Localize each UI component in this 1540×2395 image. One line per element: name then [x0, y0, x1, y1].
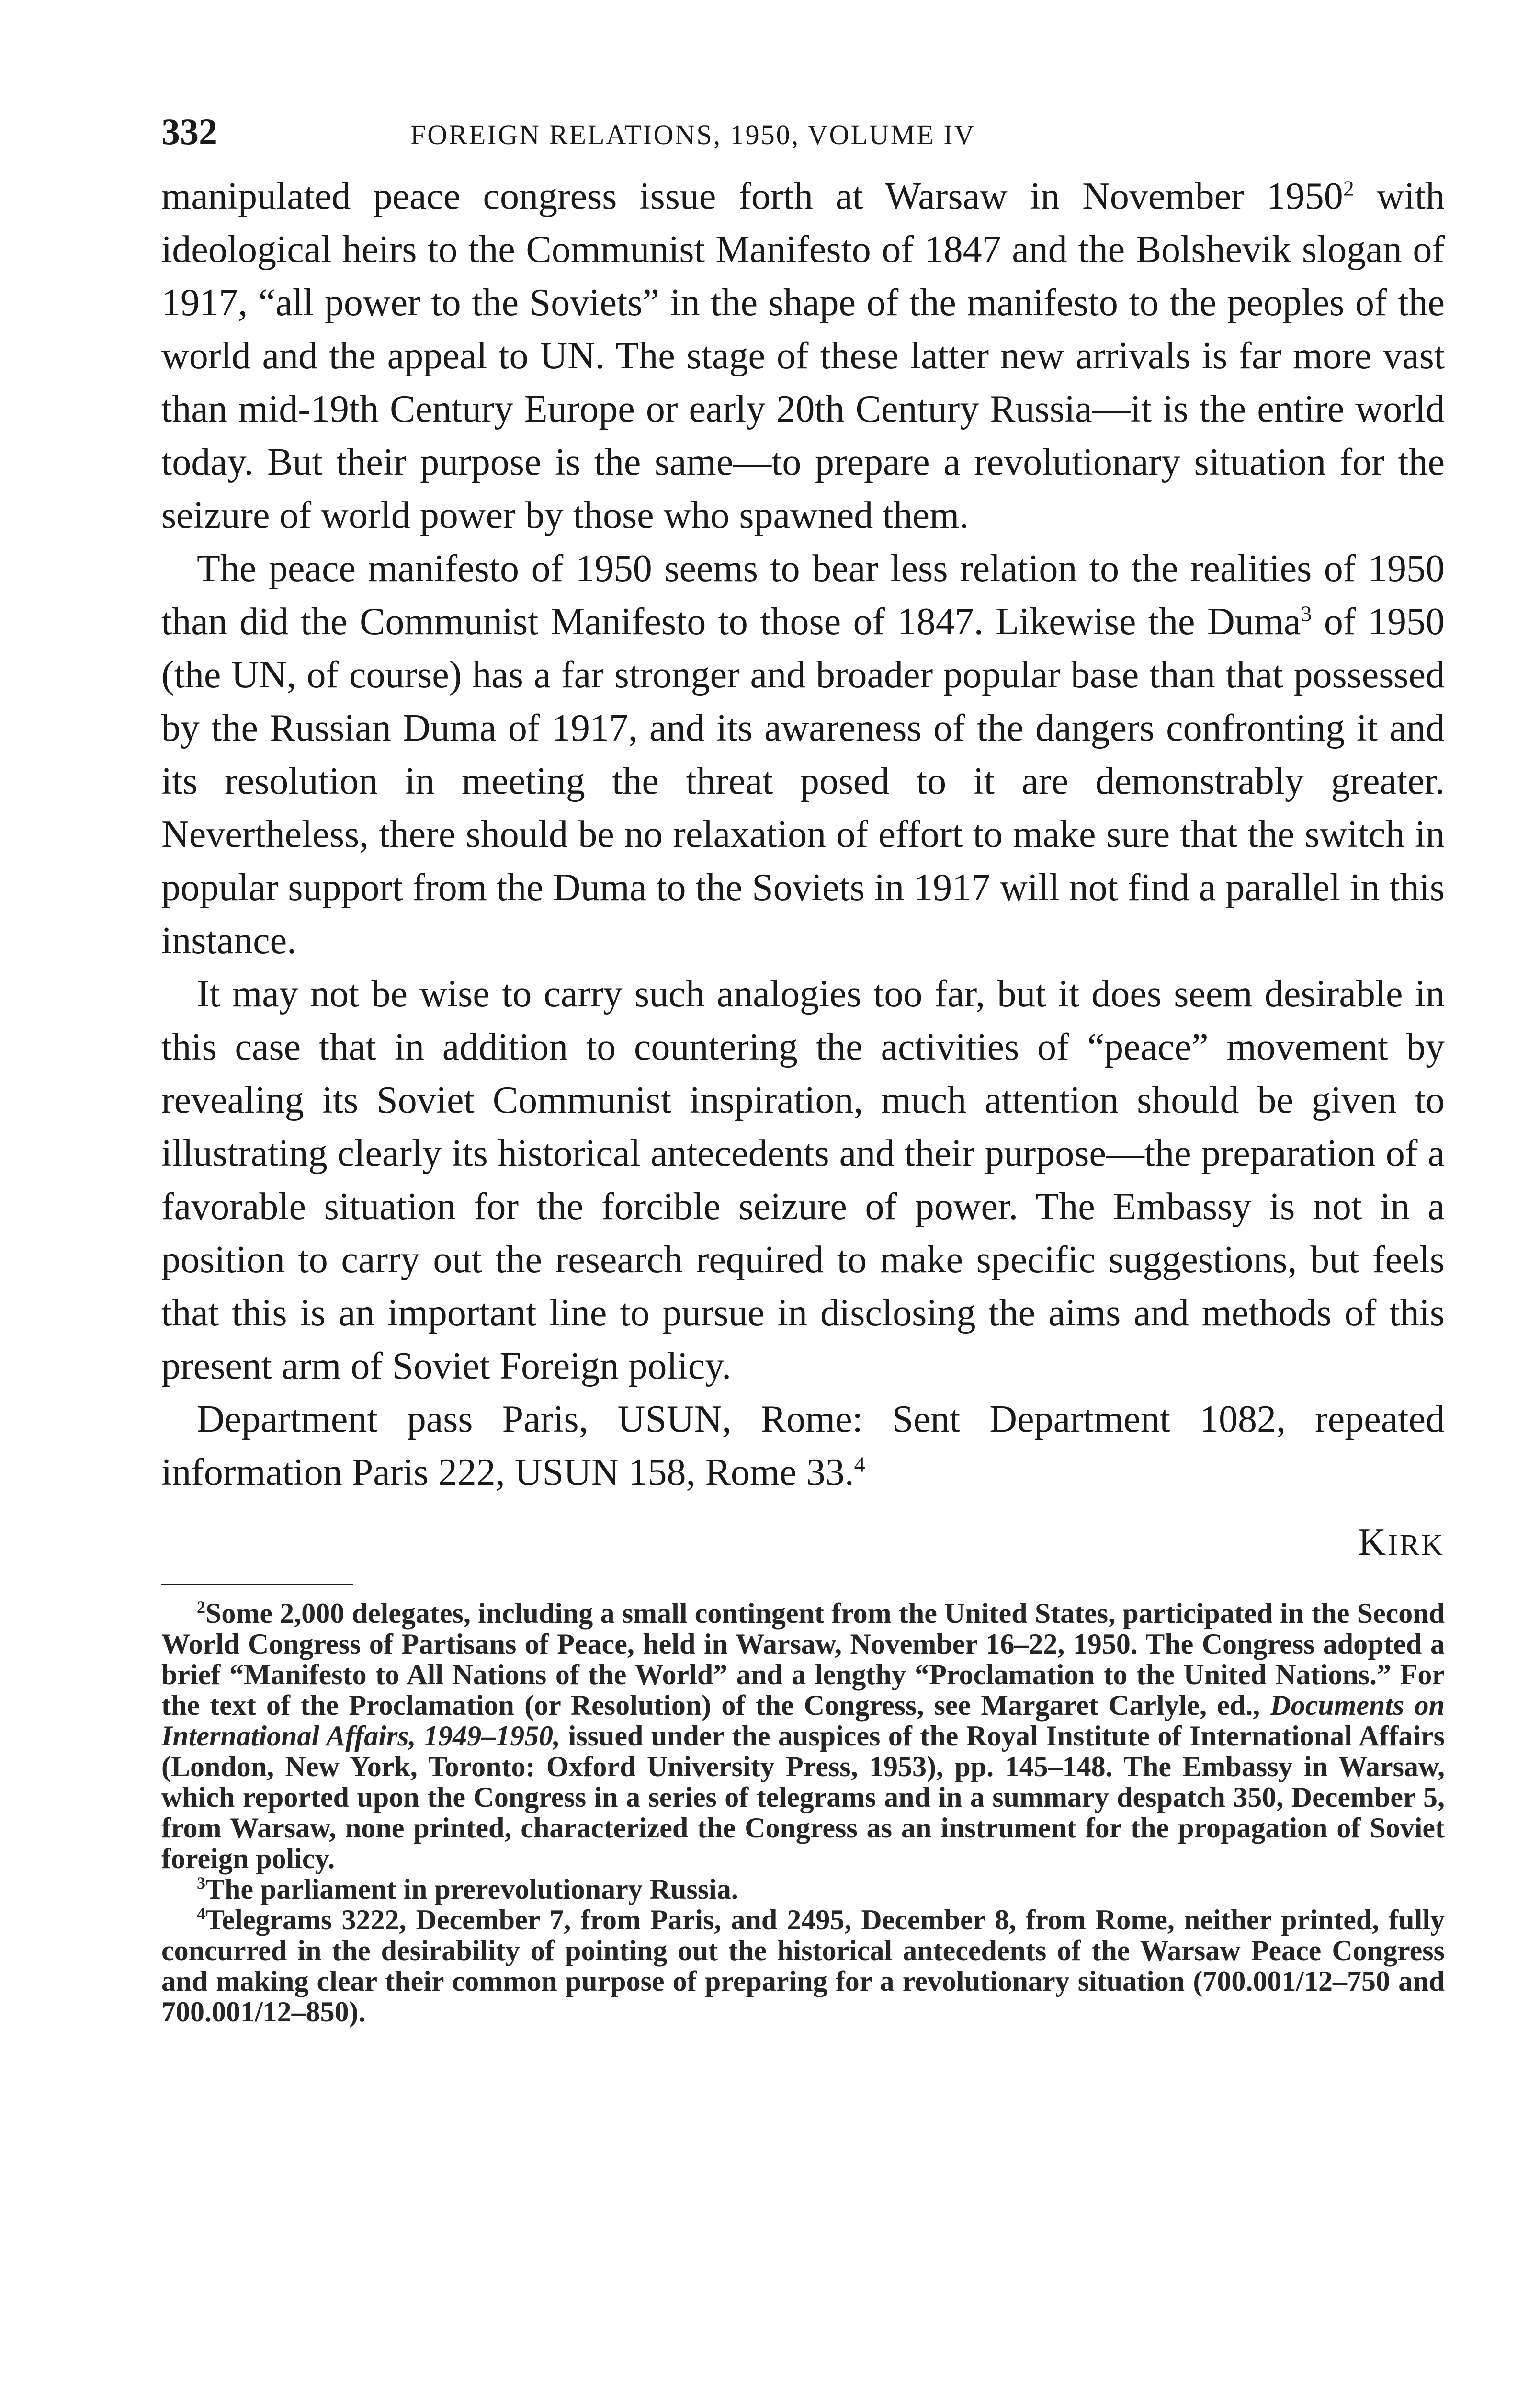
footnote-4: [161, 1905, 1445, 2027]
footnote-italic-title: Documents on International Affairs, 1949–1950,: [161, 1689, 1445, 1752]
footnote-divider: [161, 1584, 353, 1585]
paragraph-text: It may not be wise to carry such analogies too far, but it does seem desirable in this case that in addition to countering the activities of “peace” movement by revealing its Soviet Communist inspiration, much attention should be given to illustrating clearly its historical antecedents and their purpose—the preparation of a favorable situation for the forcible seizure of power. The Embassy is not in a position to carry out the research required to make specific suggestions, but feels that this is an important line to pursue in disclosing the aims and methods of this present arm of Soviet Foreign policy.: [161, 973, 1445, 1387]
footnote-text: The parliament in prerevolutionary Russia.: [205, 1873, 738, 1905]
paragraph-1: [161, 170, 1445, 542]
footnote-2: [161, 1598, 1445, 1874]
paragraph-text: of 1950 (the UN, of course) has a far stronger and broader popular base than that possessed by the Russian Duma of 1917, and its awareness of the dangers confronting it and its resolution in meeting the threat posed to it are demonstrably greater. Nevertheless, there should be no relaxation of effort to make sure that the switch in popular support from the Duma to the Soviets in 1917 will not find a parallel in this instance.: [161, 601, 1445, 962]
footnote-text: issued under the auspices of the Royal Institute of International Affairs (London, New York, Toronto: Oxford University Press, 1953), pp. 145–148. The Embassy in Warsaw, which reported upon the Congress in a series of telegrams and in a summary despatch 350, December 5, from Warsaw, none printed, characterized the Congress as an instrument for the propagation of Soviet foreign policy.: [161, 1720, 1445, 1874]
footnote-mark: 3: [197, 1873, 205, 1893]
paragraph-4: [161, 1393, 1445, 1499]
page-header: [161, 108, 1445, 170]
footnote-reference: 3: [1301, 601, 1312, 626]
footnote-reference: 2: [1343, 176, 1354, 201]
footnote-3: [161, 1874, 1445, 1905]
footnote-text: Some 2,000 delegates, including a small contingent from the United States, participated in the Second World Congress of Partisans of Peace, held in Warsaw, November 16–22, 1950. The Congress adopted a brief “Manifesto to All Nations of the World” and a lengthy “Proclamation to the United Nations.” For the text of the Proclamation (or Resolution) of the Congress, see Margaret Carlyle, ed.,: [161, 1597, 1445, 1721]
paragraph-text: manipulated peace congress issue forth at Warsaw in November 1950: [161, 175, 1343, 217]
paragraph-3: [161, 968, 1445, 1393]
footnotes: [161, 1598, 1445, 2027]
signature: [161, 1518, 1445, 1569]
footnote-mark: 2: [197, 1597, 205, 1617]
running-head: FOREIGN RELATIONS, 1950, VOLUME IV: [410, 119, 976, 150]
page-number: 332: [161, 111, 217, 152]
footnote-reference: 4: [854, 1452, 865, 1477]
paragraph-text: The peace manifesto of 1950 seems to bear less relation to the realities of 1950 than did the Communist Manifesto to those of 1847. Likewise the Duma: [161, 547, 1445, 643]
signature-initial: K: [1358, 1521, 1388, 1563]
footnote-text: Telegrams 3222, December 7, from Paris, and 2495, December 8, from Rome, neither printed, fully concurred in the desirability of pointing out the historical antecedents of the Warsaw Peace Congress and making clear their common purpose of preparing for a revolutionary situation (700.001/12–750 and 700.001/12–850).: [161, 1904, 1445, 2028]
body-text: [161, 170, 1445, 1499]
paragraph-2: [161, 542, 1445, 968]
paragraph-text: Department pass Paris, USUN, Rome: Sent Department 1082, repeated information Paris 222, USUN 158, Rome 33.: [161, 1398, 1445, 1494]
signature-rest: IRK: [1388, 1529, 1445, 1562]
document-page: [161, 108, 1445, 2027]
footnote-mark: 4: [197, 1904, 205, 1923]
paragraph-text: with ideological heirs to the Communist Manifesto of 1847 and the Bolshevik slogan of 1917, “all power to the Soviets” in the shape of the manifesto to the peoples of the world and the appeal to UN. The stage of these latter new arrivals is far more vast than mid-19th Century Europe or early 20th Century Russia—it is the entire world today. But their purpose is the same—to prepare a revolutionary situation for the seizure of world power by those who spawned them.: [161, 175, 1445, 536]
